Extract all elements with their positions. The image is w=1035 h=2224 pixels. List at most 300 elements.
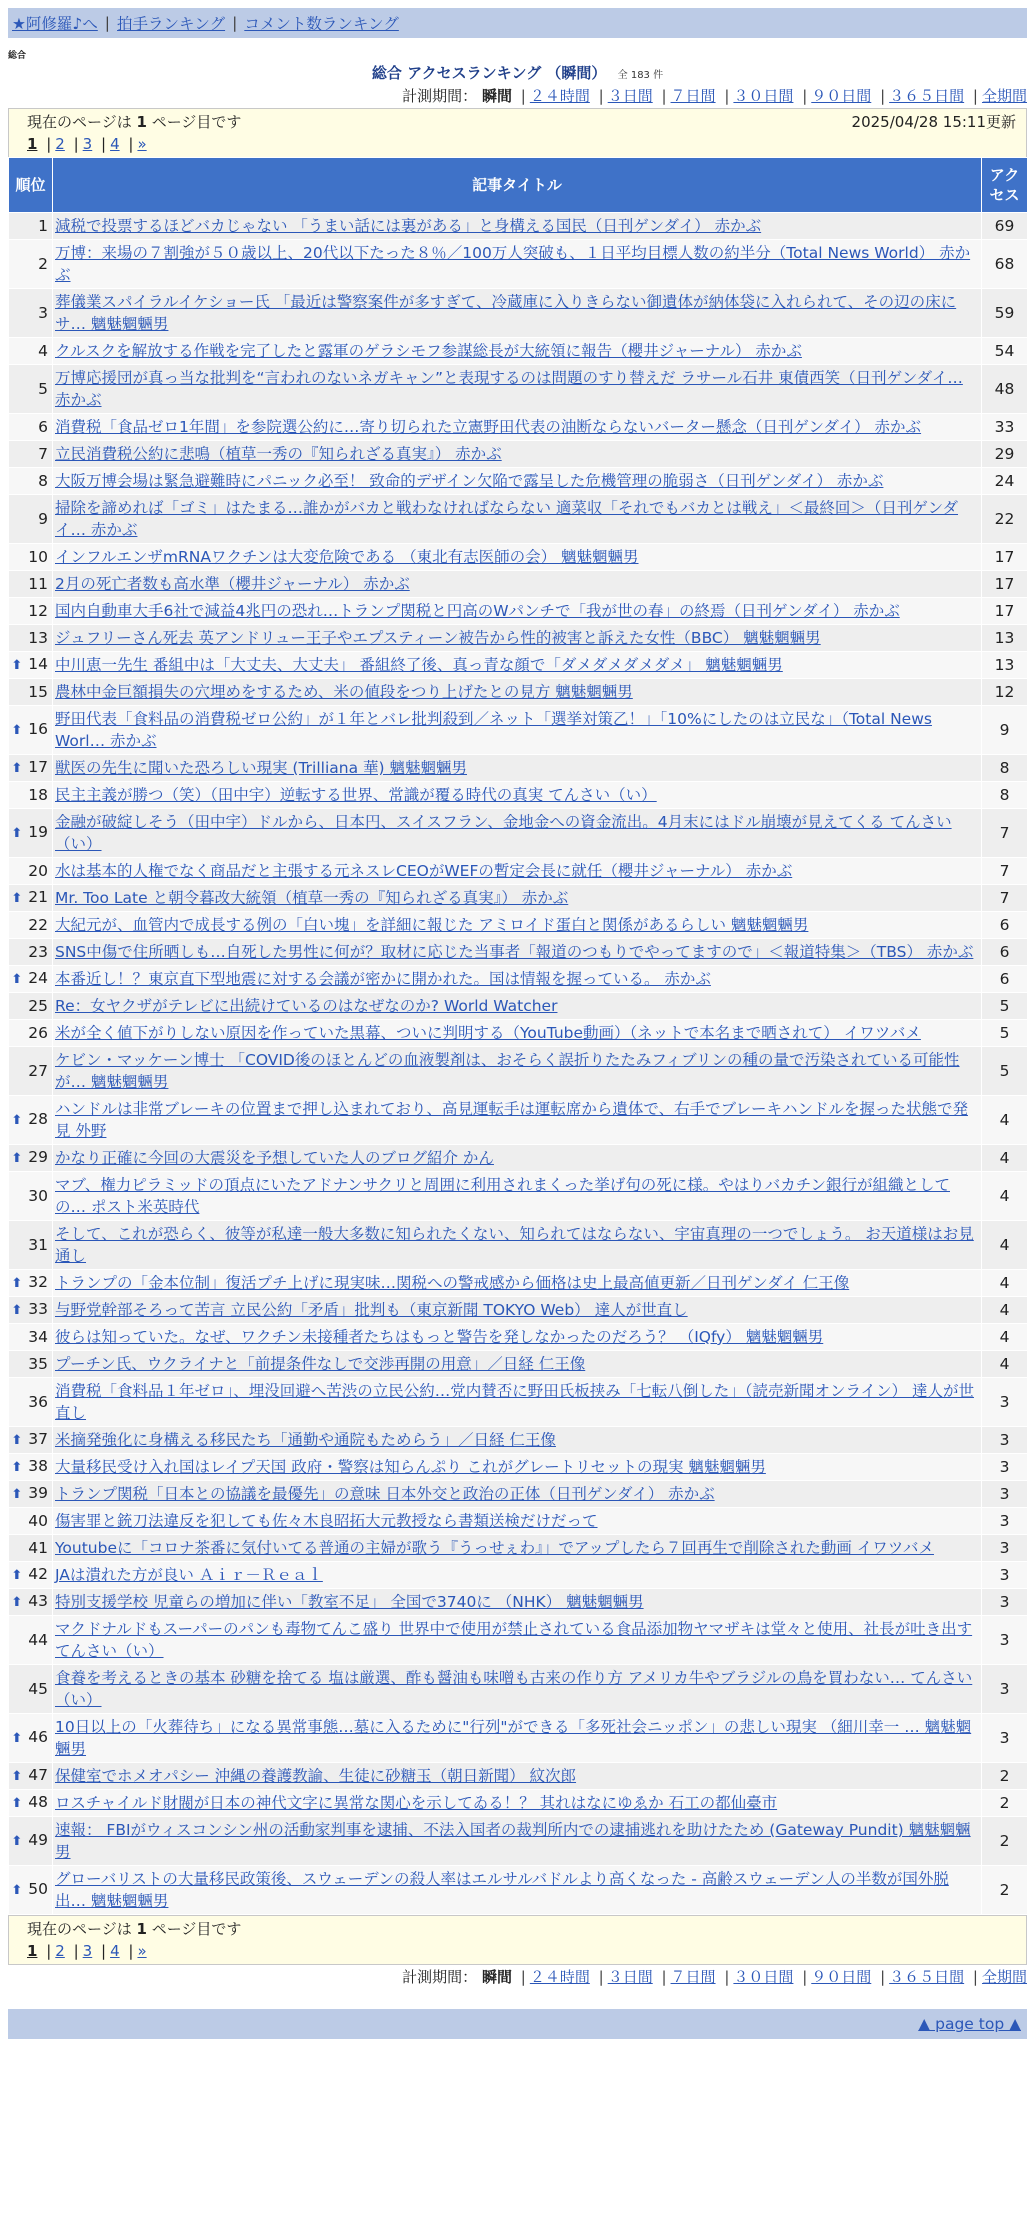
rank-number: 16 xyxy=(28,720,48,738)
rank-cell xyxy=(9,1172,53,1221)
access-count: 22 xyxy=(982,495,1028,544)
access-count: 33 xyxy=(982,414,1028,441)
access-count: 3 xyxy=(982,1535,1028,1562)
nav-separator: | xyxy=(104,14,111,32)
title-cell xyxy=(53,652,982,679)
ranking-table xyxy=(8,157,1028,1915)
title-cell xyxy=(53,885,982,912)
rank-cell xyxy=(9,1508,53,1535)
pager-bottom xyxy=(8,1915,1027,1965)
article-link[interactable]: クルスクを解放する作戦を完了したと露軍のゲラシモフ参謀総長が大統領に報告（櫻井ジャーナル） 赤かぶ xyxy=(55,342,802,360)
page-link-3[interactable]: 3 xyxy=(82,1942,93,1960)
table-row xyxy=(9,1508,1028,1535)
access-count: 29 xyxy=(982,441,1028,468)
rank-number: 27 xyxy=(28,1062,48,1080)
page-link-2[interactable]: 2 xyxy=(55,1942,65,1960)
table-row xyxy=(9,625,1028,652)
rank-number: 41 xyxy=(28,1539,48,1557)
rank-cell xyxy=(9,1324,53,1351)
article-link[interactable]: マクドナルドもスーパーのパンも毒物てんこ盛り 世界中で使用が禁止されている食品添加物ヤマザキは堂々と使用、社長が吐き出す てんさい（い） xyxy=(55,1620,973,1660)
ranking-heading xyxy=(0,62,1035,84)
title-cell xyxy=(53,1508,982,1535)
arrow-up-icon: ⬆ xyxy=(11,1151,23,1166)
page-links: 1 | 2 | 3 | 4 | » xyxy=(27,1942,147,1960)
arrow-up-icon: ⬆ xyxy=(11,1568,23,1583)
title-cell xyxy=(53,1324,982,1351)
article-link[interactable]: 傷害罪と銃刀法違反を犯しても佐々木良昭拓大元教授なら書類送検だけだって xyxy=(55,1512,598,1530)
table-row xyxy=(9,1047,1028,1096)
access-count: 3 xyxy=(982,1427,1028,1454)
period-link-24h[interactable]: ２４時間 xyxy=(529,1968,590,1986)
article-link[interactable]: ケビン・マッケーン博士 「COVID後のほとんどの血液製剤は、おそらく誤折りたたみフィブリンの種の量で汚染されている可能性が… 魑魅魍魎男 xyxy=(55,1051,960,1091)
arrow-up-icon: ⬆ xyxy=(11,1276,23,1291)
rank-number: 42 xyxy=(28,1565,48,1583)
table-row xyxy=(9,679,1028,706)
article-link[interactable]: 農林中金巨額損失の穴埋めをするため、米の値段をつり上げたとの見方 魑魅魍魎男 xyxy=(55,683,633,701)
title-cell xyxy=(53,1020,982,1047)
rank-cell xyxy=(9,1616,53,1665)
access-count: 59 xyxy=(982,289,1028,338)
updated-timestamp: 2025/04/28 15:11更新 xyxy=(851,113,1016,131)
top-nav-bar xyxy=(8,8,1027,38)
page-link-3[interactable]: 3 xyxy=(82,135,93,153)
table-row xyxy=(9,1096,1028,1145)
title-cell xyxy=(53,1351,982,1378)
article-link[interactable]: トランプの「金本位制」復活プチ上げに現実味…関税への警戒感から価格は史上最高値更新／日刊ゲンダイ 仁王像 xyxy=(55,1274,850,1292)
article-link[interactable]: ロスチャイルド財閥が日本の神代文字に異常な関心を示してゐる！？ 其れはなにゆゑか 石工の都仙臺市 xyxy=(55,1794,778,1812)
rank-cell xyxy=(9,679,53,706)
article-link[interactable]: 中川恵一先生 番組中は「大丈夫、大丈夫」 番組終了後、真っ青な顔で「ダメダメダメダメ」 魑魅魍魎男 xyxy=(55,656,783,674)
article-link[interactable]: 万博応援団が真っ当な批判を“言われのないネガキャン”と表現するのは問題のすり替えだ ラサール石井 東債西笑（日刊ゲンダイ… 赤かぶ xyxy=(55,369,963,409)
table-row xyxy=(9,441,1028,468)
arrow-up-icon: ⬆ xyxy=(11,1113,23,1128)
title-cell xyxy=(53,1535,982,1562)
access-count: 17 xyxy=(982,544,1028,571)
article-link[interactable]: Re：女ヤクザがテレビに出続けているのはなぜなのか? World Watcher xyxy=(55,997,558,1015)
article-link[interactable]: 本番近し！？東京直下型地震に対する会議が密かに開かれた。国は情報を握っている。 赤かぶ xyxy=(55,970,711,988)
bottom-bar xyxy=(8,2009,1027,2039)
rank-number: 47 xyxy=(28,1766,48,1784)
rank-number: 22 xyxy=(28,916,48,934)
article-link[interactable]: マブ、権力ピラミッドの頂点にいたアドナンサクリと周囲に利用されまくった挙げ句の死に様。やはりバカチン銀行が組織としての… ポスト米英時代 xyxy=(55,1176,950,1216)
access-count: 4 xyxy=(982,1096,1028,1145)
article-link[interactable]: 民主主義が勝つ（笑）（田中宇）逆転する世界、常識が覆る時代の真実 てんさい（い） xyxy=(55,786,657,804)
table-row xyxy=(9,1817,1028,1866)
period-label: 計測期間： xyxy=(402,87,478,105)
rank-cell xyxy=(9,1378,53,1427)
rank-number: 19 xyxy=(28,823,48,841)
rank-cell xyxy=(9,1020,53,1047)
rank-number: 32 xyxy=(28,1273,48,1291)
table-row xyxy=(9,544,1028,571)
article-link[interactable]: 水は基本的人権でなく商品だと主張する元ネスレCEOがWEFの暫定会長に就任（櫻井ジャーナル） 赤かぶ xyxy=(55,862,793,880)
article-link[interactable]: ハンドルは非常ブレーキの位置まで押し込まれており、高見運転手は運転席から遺体で、右手でブレーキハンドルを握った状態で発見 外野 xyxy=(55,1100,968,1140)
arrow-up-icon: ⬆ xyxy=(11,723,23,738)
title-cell xyxy=(53,1047,982,1096)
access-count: 4 xyxy=(982,1324,1028,1351)
rank-cell xyxy=(9,1535,53,1562)
article-link[interactable]: プーチン氏、ウクライナと「前提条件なしで交渉再開の用意」／日経 仁王像 xyxy=(55,1355,586,1373)
page-link-4[interactable]: 4 xyxy=(110,1942,120,1960)
access-count: 24 xyxy=(982,468,1028,495)
rank-number: 20 xyxy=(28,862,48,880)
title-cell xyxy=(53,1378,982,1427)
access-count: 5 xyxy=(982,1020,1028,1047)
title-cell xyxy=(53,544,982,571)
arrow-up-icon: ⬆ xyxy=(11,1883,23,1898)
table-row xyxy=(9,1790,1028,1817)
rank-number: 36 xyxy=(28,1393,48,1411)
table-row xyxy=(9,782,1028,809)
arrow-up-icon: ⬆ xyxy=(11,761,23,776)
pager-top xyxy=(8,108,1027,157)
arrow-up-icon: ⬆ xyxy=(11,1433,23,1448)
title-cell xyxy=(53,1589,982,1616)
rank-number: 9 xyxy=(38,510,48,528)
rank-cell xyxy=(9,414,53,441)
rank-cell xyxy=(9,1270,53,1297)
access-count: 3 xyxy=(982,1589,1028,1616)
title-cell xyxy=(53,993,982,1020)
title-cell xyxy=(53,468,982,495)
arrow-up-icon: ⬆ xyxy=(11,1796,23,1811)
rank-cell xyxy=(9,289,53,338)
access-count: 3 xyxy=(982,1714,1028,1763)
article-link[interactable]: Youtubeに「コロナ茶番に気付いてる普通の主婦が歌う『うっせぇわ』」でアップしたら７回再生で削除された動画 イワツバメ xyxy=(55,1539,934,1557)
arrow-up-icon: ⬆ xyxy=(11,891,23,906)
rank-cell xyxy=(9,1562,53,1589)
period-link-90d[interactable]: ９０日間 xyxy=(811,87,872,105)
rank-cell xyxy=(9,966,53,993)
table-row xyxy=(9,1535,1028,1562)
table-row xyxy=(9,1454,1028,1481)
article-link[interactable]: 保健室でホメオパシー 沖縄の養護教諭、生徒に砂糖玉（朝日新聞） 紋次郎 xyxy=(55,1767,577,1785)
access-count: 6 xyxy=(982,966,1028,993)
table-row xyxy=(9,1665,1028,1714)
period-current: 瞬間 xyxy=(481,87,512,105)
article-link[interactable]: 特別支援学校 児童らの増加に伴い「教室不足」 全国で3740に （NHK） 魑魅魍魎男 xyxy=(55,1593,644,1611)
access-count: 4 xyxy=(982,1351,1028,1378)
access-count: 13 xyxy=(982,625,1028,652)
page-link-4[interactable]: 4 xyxy=(110,135,120,153)
title-cell xyxy=(53,1616,982,1665)
period-link-30d[interactable]: ３０日間 xyxy=(733,1968,794,1986)
period-selector-bottom: 計測期間： 瞬間 | ２４時間 | ３日間 | ７日間 | ３０日間 | ９０日間 | ３６５日間 | 全期間 xyxy=(402,1968,1027,1986)
table-row xyxy=(9,1481,1028,1508)
table-row xyxy=(9,1172,1028,1221)
rank-number: 43 xyxy=(28,1592,48,1610)
table-row xyxy=(9,1866,1028,1915)
rank-number: 2 xyxy=(38,255,48,273)
access-count: 7 xyxy=(982,809,1028,858)
table-row xyxy=(9,1297,1028,1324)
article-link[interactable]: 米摘発強化に身構える移民たち「通勤や通院もためらう」／日経 仁王像 xyxy=(55,1431,556,1449)
rank-number: 17 xyxy=(28,758,48,776)
article-link[interactable]: 米が全く値下がりしない原因を作っていた黒幕、ついに判明する（YouTube動画）（ネットで本名まで晒されて） イワツバメ xyxy=(55,1024,921,1042)
period-link-all[interactable]: 全期間 xyxy=(981,1968,1027,1986)
table-row xyxy=(9,1763,1028,1790)
rank-number: 28 xyxy=(28,1110,48,1128)
table-row xyxy=(9,414,1028,441)
article-link[interactable]: Mr. Too Late と朝令暮改大統領（植草一秀の『知られざる真実』） 赤かぶ xyxy=(55,889,569,907)
article-link[interactable]: 獣医の先生に聞いた恐ろしい現実 (Trilliana 華) 魑魅魍魎男 xyxy=(55,759,467,777)
page-link-2[interactable]: 2 xyxy=(55,135,65,153)
rank-cell xyxy=(9,1145,53,1172)
title-cell xyxy=(53,1221,982,1270)
article-link[interactable]: 万博：来場の７割強が５０歳以上、20代以下たった８％／100万人突破も、１日平均目標人数の約半分（Total News World） 赤かぶ xyxy=(55,244,971,284)
period-link-3d[interactable]: ３日間 xyxy=(607,87,653,105)
rank-number: 48 xyxy=(28,1793,48,1811)
access-count: 2 xyxy=(982,1763,1028,1790)
article-link[interactable]: 掃除を諦めれば「ゴミ」はたまる…誰かがバカと戦わなければならない 適菜収「それでもバカとは戦え」＜最終回＞（日刊ゲンダイ… 赤かぶ xyxy=(55,499,959,539)
ranking-rows xyxy=(9,213,1028,1915)
table-row xyxy=(9,1351,1028,1378)
period-link-7d[interactable]: ７日間 xyxy=(670,87,716,105)
article-link[interactable]: かなり正確に今回の大震災を予想していた人のブログ紹介 かん xyxy=(55,1149,494,1167)
article-link[interactable]: インフルエンザmRNAワクチンは大変危険である （東北有志医師の会） 魑魅魍魎男 xyxy=(55,548,639,566)
arrow-up-icon: ⬆ xyxy=(11,1731,23,1746)
access-count: 5 xyxy=(982,1047,1028,1096)
rank-cell xyxy=(9,213,53,240)
access-count: 7 xyxy=(982,858,1028,885)
rank-cell xyxy=(9,1047,53,1096)
table-row xyxy=(9,706,1028,755)
article-link[interactable]: SNS中傷で住所晒しも…自死した男性に何が？取材に応じた当事者「報道のつもりでやってますので」＜報道特集＞（TBS） 赤かぶ xyxy=(55,943,974,961)
title-cell xyxy=(53,571,982,598)
article-link[interactable]: 消費税「食料品１年ゼロ」、埋没回避へ苦渋の立民公約…党内賛否に野田氏板挟み「七転八倒した」（読売新聞オンライン） 達人が世直し xyxy=(55,1382,974,1422)
access-count: 8 xyxy=(982,782,1028,809)
title-cell xyxy=(53,1096,982,1145)
rank-cell xyxy=(9,652,53,679)
rank-cell xyxy=(9,338,53,365)
access-count: 3 xyxy=(982,1378,1028,1427)
title-cell xyxy=(53,1145,982,1172)
rank-number: 12 xyxy=(28,602,48,620)
article-link[interactable]: 速報： FBIがウィスコンシン州の活動家判事を逮捕、不法入国者の裁判所内での逮捕逃れを助けたため (Gateway Pundit) 魑魅魍魎男 xyxy=(55,1821,971,1861)
article-link[interactable]: 金融が破綻しそう（田中宇）ドルから、日本円、スイスフラン、金地金への資金流出。4月末にはドル崩壊が見えてくる てんさい（い） xyxy=(55,813,952,853)
title-cell xyxy=(53,1790,982,1817)
table-row xyxy=(9,939,1028,966)
header-title: 記事タイトル xyxy=(53,158,982,213)
table-row xyxy=(9,1616,1028,1665)
table-row xyxy=(9,1562,1028,1589)
article-link[interactable]: 消費税「食品ゼロ1年間」を参院選公約に…寄り切られた立憲野田代表の油断ならないバーター懸念（日刊ゲンダイ） 赤かぶ xyxy=(55,418,922,436)
title-cell xyxy=(53,1270,982,1297)
rank-number: 1 xyxy=(38,217,48,235)
current-page-text: 現在のページは 1 ページ目です xyxy=(27,1920,242,1938)
title-cell xyxy=(53,1172,982,1221)
nav-link-applause-ranking[interactable]: 拍手ランキング xyxy=(117,15,226,33)
rank-cell xyxy=(9,755,53,782)
table-row xyxy=(9,652,1028,679)
rank-number: 21 xyxy=(28,888,48,906)
rank-cell xyxy=(9,1221,53,1270)
table-row xyxy=(9,858,1028,885)
rank-number: 31 xyxy=(28,1236,48,1254)
period-link-3d[interactable]: ３日間 xyxy=(607,1968,653,1986)
table-row xyxy=(9,755,1028,782)
table-row xyxy=(9,598,1028,625)
arrow-up-icon: ⬆ xyxy=(11,972,23,987)
title-cell xyxy=(53,1866,982,1915)
access-count: 8 xyxy=(982,755,1028,782)
access-count: 3 xyxy=(982,1562,1028,1589)
title-cell xyxy=(53,441,982,468)
access-count: 4 xyxy=(982,1221,1028,1270)
rank-cell xyxy=(9,885,53,912)
rank-number: 34 xyxy=(28,1328,48,1346)
access-count: 4 xyxy=(982,1270,1028,1297)
rank-cell xyxy=(9,993,53,1020)
table-row xyxy=(9,1589,1028,1616)
article-link[interactable]: トランプ関税「日本との協議を最優先」の意味 日本外交と政治の正体（日刊ゲンダイ） 赤かぶ xyxy=(55,1485,715,1503)
page-current: 1 xyxy=(27,1942,38,1960)
table-row xyxy=(9,1324,1028,1351)
article-link[interactable]: そして、これが恐らく、彼等が私達一般大多数に知られたくない、知られてはならない、宇宙真理の一つでしょう。 お天道様はお見通し xyxy=(55,1225,974,1265)
table-row xyxy=(9,966,1028,993)
page-top-link[interactable]: ▲ page top ▲ xyxy=(918,2015,1021,2033)
rank-cell xyxy=(9,1096,53,1145)
rank-number: 35 xyxy=(28,1355,48,1373)
article-link[interactable]: 立民消費税公約に悲鳴（植草一秀の『知られざる真実』） 赤かぶ xyxy=(55,445,502,463)
section-label: 総合 xyxy=(8,51,27,61)
article-link[interactable]: 減税で投票するほどバカじゃない 「うまい話には裏がある」と身構える国民（日刊ゲンダイ） 赤かぶ xyxy=(55,217,762,235)
access-count: 3 xyxy=(982,1616,1028,1665)
title-cell xyxy=(53,414,982,441)
rank-cell xyxy=(9,1763,53,1790)
rank-number: 45 xyxy=(28,1680,48,1698)
title-cell xyxy=(53,858,982,885)
table-row xyxy=(9,993,1028,1020)
rank-cell xyxy=(9,1454,53,1481)
page-current: 1 xyxy=(27,135,38,153)
arrow-up-icon: ⬆ xyxy=(11,1769,23,1784)
article-link[interactable]: ジュフリーさん死去 英アンドリュー王子やエプスティーン被告から性的被害と訴えた女性（BBC） 魑魅魍魎男 xyxy=(55,629,821,647)
nav-link-comment-ranking[interactable]: コメント数ランキング xyxy=(244,15,399,33)
rank-number: 10 xyxy=(28,548,48,566)
access-count: 54 xyxy=(982,338,1028,365)
rank-number: 8 xyxy=(38,472,48,490)
title-cell xyxy=(53,598,982,625)
rank-number: 18 xyxy=(28,786,48,804)
title-cell xyxy=(53,338,982,365)
access-count: 2 xyxy=(982,1817,1028,1866)
access-count: 9 xyxy=(982,706,1028,755)
title-cell xyxy=(53,625,982,652)
title-cell xyxy=(53,1665,982,1714)
period-link-all[interactable]: 全期間 xyxy=(981,87,1027,105)
rank-number: 39 xyxy=(28,1484,48,1502)
rank-cell xyxy=(9,240,53,289)
title-cell xyxy=(53,1454,982,1481)
article-link[interactable]: 与野党幹部そろって苦言 立民公約「矛盾」批判も（東京新聞 TOKYO Web） 達人が世直し xyxy=(55,1301,688,1319)
rank-number: 37 xyxy=(28,1430,48,1448)
page-link-next[interactable]: » xyxy=(137,1942,147,1960)
period-selector-top: 計測期間： 瞬間 | ２４時間 | ３日間 | ７日間 | ３０日間 | ９０日間 | ３６５日間 | 全期間 xyxy=(402,87,1027,105)
title-cell xyxy=(53,912,982,939)
access-count: 6 xyxy=(982,912,1028,939)
table-row xyxy=(9,1221,1028,1270)
table-row xyxy=(9,365,1028,414)
article-link[interactable]: 彼らは知っていた。なぜ、ワクチン未接種者たちはもっと警告を発しなかったのだろう？ （IQfy） 魑魅魍魎男 xyxy=(55,1328,824,1346)
rank-number: 13 xyxy=(28,629,48,647)
period-link-7d[interactable]: ７日間 xyxy=(670,1968,716,1986)
access-count: 3 xyxy=(982,1454,1028,1481)
rank-cell xyxy=(9,1589,53,1616)
arrow-up-icon: ⬆ xyxy=(11,1487,23,1502)
title-cell xyxy=(53,1763,982,1790)
page-link-next[interactable]: » xyxy=(137,135,147,153)
access-count: 69 xyxy=(982,213,1028,240)
period-link-365d[interactable]: ３６５日間 xyxy=(889,1968,965,1986)
title-cell xyxy=(53,1297,982,1324)
table-row xyxy=(9,468,1028,495)
article-link[interactable]: 野田代表「食料品の消費税ゼロ公約」が１年とバレ批判殺到／ネット「選挙対策乙！」「10%にしたのは立民な」（Total News Worl… 赤かぶ xyxy=(55,710,932,750)
arrow-up-icon: ⬆ xyxy=(11,1460,23,1475)
period-link-24h[interactable]: ２４時間 xyxy=(529,87,590,105)
title-cell xyxy=(53,679,982,706)
access-count: 3 xyxy=(982,1665,1028,1714)
table-row xyxy=(9,495,1028,544)
period-label: 計測期間： xyxy=(402,1968,478,1986)
page-links: 1 | 2 | 3 | 4 | » xyxy=(27,135,147,153)
title-cell xyxy=(53,1714,982,1763)
period-link-30d[interactable]: ３０日間 xyxy=(733,87,794,105)
rank-cell xyxy=(9,571,53,598)
title-cell xyxy=(53,782,982,809)
period-link-90d[interactable]: ９０日間 xyxy=(811,1968,872,1986)
period-link-365d[interactable]: ３６５日間 xyxy=(889,87,965,105)
title-cell xyxy=(53,706,982,755)
rank-cell xyxy=(9,782,53,809)
article-link[interactable]: 大量移民受け入れ国はレイプ天国 政府・警察は知らんぷり これがグレートリセットの現実 魑魅魍魎男 xyxy=(55,1458,766,1476)
article-link[interactable]: 国内自動車大手6社で減益4兆円の恐れ…トランプ関税と円高のWパンチで「我が世の春」の終焉（日刊ゲンダイ） 赤かぶ xyxy=(55,602,900,620)
current-page-text: 現在のページは 1 ページ目です xyxy=(27,113,242,131)
article-link[interactable]: グローバリストの大量移民政策後、スウェーデンの殺人率はエルサルバドルより高くなった - 高齢スウェーデン人の半数が国外脱出… 魑魅魍魎男 xyxy=(55,1870,949,1910)
article-link[interactable]: 10日以上の「火葬待ち」になる異常事態…墓に入るために"行列"ができる「多死社会ニッポン」の悲しい現実 （細川幸一 … 魑魅魍魎男 xyxy=(55,1718,972,1758)
rank-number: 44 xyxy=(28,1631,48,1649)
rank-number: 38 xyxy=(28,1457,48,1475)
article-link[interactable]: 大紀元が、血管内で成長する例の「白い塊」を詳細に報じた アミロイド蛋白と関係があるらしい 魑魅魍魎男 xyxy=(55,916,809,934)
rank-cell xyxy=(9,1665,53,1714)
article-link[interactable]: 食養を考えるときの基本 砂糖を捨てる 塩は厳選、酢も醤油も味噌も古来の作り方 アメリカ牛やブラジルの鳥を買わない… てんさい（い） xyxy=(55,1669,973,1709)
access-count: 17 xyxy=(982,571,1028,598)
article-link[interactable]: 葬儀業スパイラルイケショー氏 「最近は警察案件が多すぎて、冷蔵庫に入りきらない御遺体が納体袋に入れられて、その辺の床にサ… 魑魅魍魎男 xyxy=(55,293,957,333)
arrow-up-icon: ⬆ xyxy=(11,1595,23,1610)
rank-number: 6 xyxy=(38,418,48,436)
rank-number: 3 xyxy=(38,304,48,322)
table-row xyxy=(9,289,1028,338)
rank-number: 4 xyxy=(38,342,48,360)
rank-cell xyxy=(9,1866,53,1915)
rank-number: 26 xyxy=(28,1024,48,1042)
table-row xyxy=(9,1020,1028,1047)
access-count: 4 xyxy=(982,1172,1028,1221)
rank-cell xyxy=(9,468,53,495)
table-row xyxy=(9,338,1028,365)
period-current: 瞬間 xyxy=(481,1968,512,1986)
rank-cell xyxy=(9,939,53,966)
table-row xyxy=(9,809,1028,858)
article-link[interactable]: 大阪万博会場は緊急避難時にパニック必至！ 致命的デザイン欠陥で露呈した危機管理の脆弱さ（日刊ゲンダイ） 赤かぶ xyxy=(55,472,884,490)
article-link[interactable]: JAは潰れた方が良い Ａｉｒ－Ｒｅａｌ xyxy=(55,1566,323,1584)
access-count: 17 xyxy=(982,598,1028,625)
rank-cell xyxy=(9,1351,53,1378)
access-count: 13 xyxy=(982,652,1028,679)
nav-link-asyura[interactable]: ★阿修羅♪へ xyxy=(12,15,98,33)
total-count: 全 183 件 xyxy=(617,70,664,81)
article-link[interactable]: 2月の死亡者数も高水準（櫻井ジャーナル） 赤かぶ xyxy=(55,575,410,593)
